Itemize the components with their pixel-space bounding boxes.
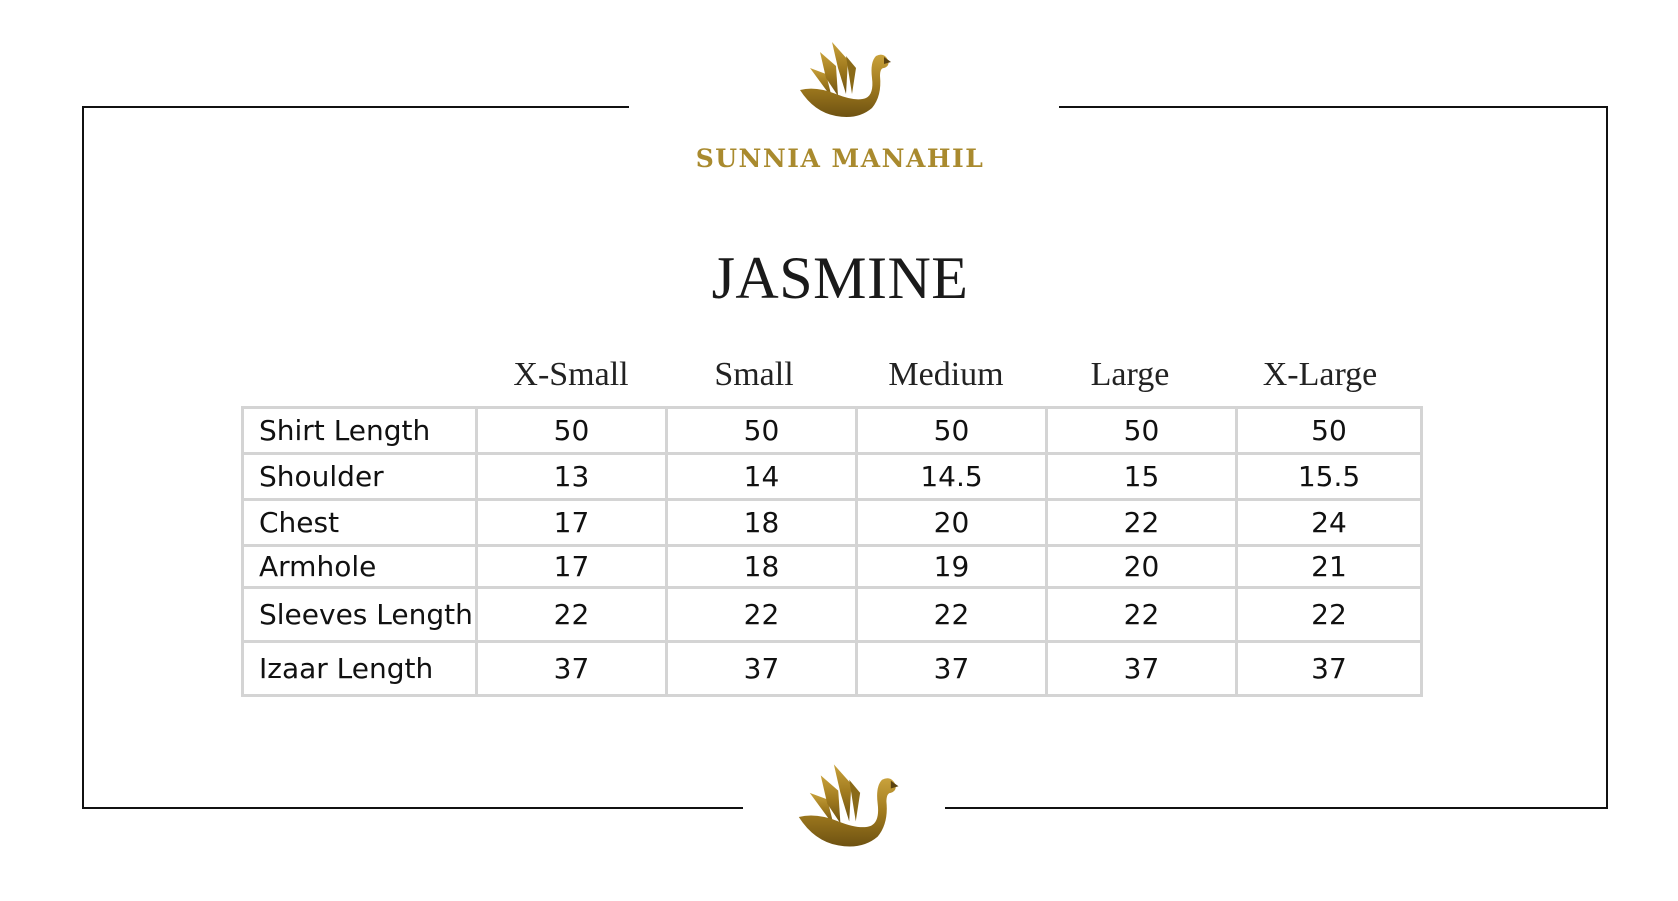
table-row — [243, 500, 1422, 546]
brand-name: SUNNIA MANAHIL — [695, 144, 985, 173]
row-label: Izaar Length — [243, 642, 477, 696]
table-cell: 14 — [667, 454, 857, 500]
frame-right-line — [1606, 106, 1608, 809]
table-cell: 37 — [1047, 642, 1237, 696]
table-cell: 50 — [667, 408, 857, 454]
product-title: JASMINE — [711, 245, 969, 311]
table-cell: 22 — [857, 588, 1047, 642]
table-row — [243, 588, 1422, 642]
table-cell: 14.5 — [857, 454, 1047, 500]
table-cell: 22 — [477, 588, 667, 642]
table-cell: 37 — [477, 642, 667, 696]
table-cell: 18 — [667, 546, 857, 588]
table-cell: 20 — [857, 500, 1047, 546]
table-cell: 22 — [1047, 500, 1237, 546]
table-cell: 50 — [1237, 408, 1422, 454]
row-label: Armhole — [243, 546, 477, 588]
table-cell: 19 — [857, 546, 1047, 588]
size-header-x-large: X-Large — [1262, 356, 1378, 393]
table-cell: 37 — [667, 642, 857, 696]
table-cell: 37 — [857, 642, 1047, 696]
frame-left-line — [82, 106, 84, 809]
golden-swan-icon — [796, 38, 892, 122]
table-row — [243, 642, 1422, 696]
table-cell: 37 — [1237, 642, 1422, 696]
row-label: Shirt Length — [243, 408, 477, 454]
table-cell: 17 — [477, 546, 667, 588]
row-label: Shoulder — [243, 454, 477, 500]
size-chart-table — [241, 406, 1423, 697]
size-header-large: Large — [1090, 356, 1170, 393]
table-row — [243, 546, 1422, 588]
frame-bottom-left-line — [82, 807, 743, 809]
size-header-x-small: X-Small — [513, 356, 629, 393]
table-cell: 50 — [857, 408, 1047, 454]
table-cell: 22 — [1047, 588, 1237, 642]
table-cell: 50 — [477, 408, 667, 454]
frame-top-left-line — [82, 106, 629, 108]
table-cell: 50 — [1047, 408, 1237, 454]
table-row — [243, 454, 1422, 500]
table-cell: 20 — [1047, 546, 1237, 588]
size-header-small: Small — [714, 356, 794, 393]
table-row — [243, 408, 1422, 454]
row-label: Sleeves Length — [243, 588, 477, 642]
table-cell: 22 — [667, 588, 857, 642]
table-cell: 24 — [1237, 500, 1422, 546]
table-cell: 18 — [667, 500, 857, 546]
size-header-medium: Medium — [888, 356, 1004, 393]
table-cell: 21 — [1237, 546, 1422, 588]
frame-top-right-line — [1059, 106, 1608, 108]
golden-swan-icon — [794, 760, 900, 852]
table-cell: 13 — [477, 454, 667, 500]
frame-bottom-right-line — [945, 807, 1608, 809]
row-label: Chest — [243, 500, 477, 546]
table-cell: 22 — [1237, 588, 1422, 642]
table-cell: 15 — [1047, 454, 1237, 500]
table-cell: 15.5 — [1237, 454, 1422, 500]
table-cell: 17 — [477, 500, 667, 546]
